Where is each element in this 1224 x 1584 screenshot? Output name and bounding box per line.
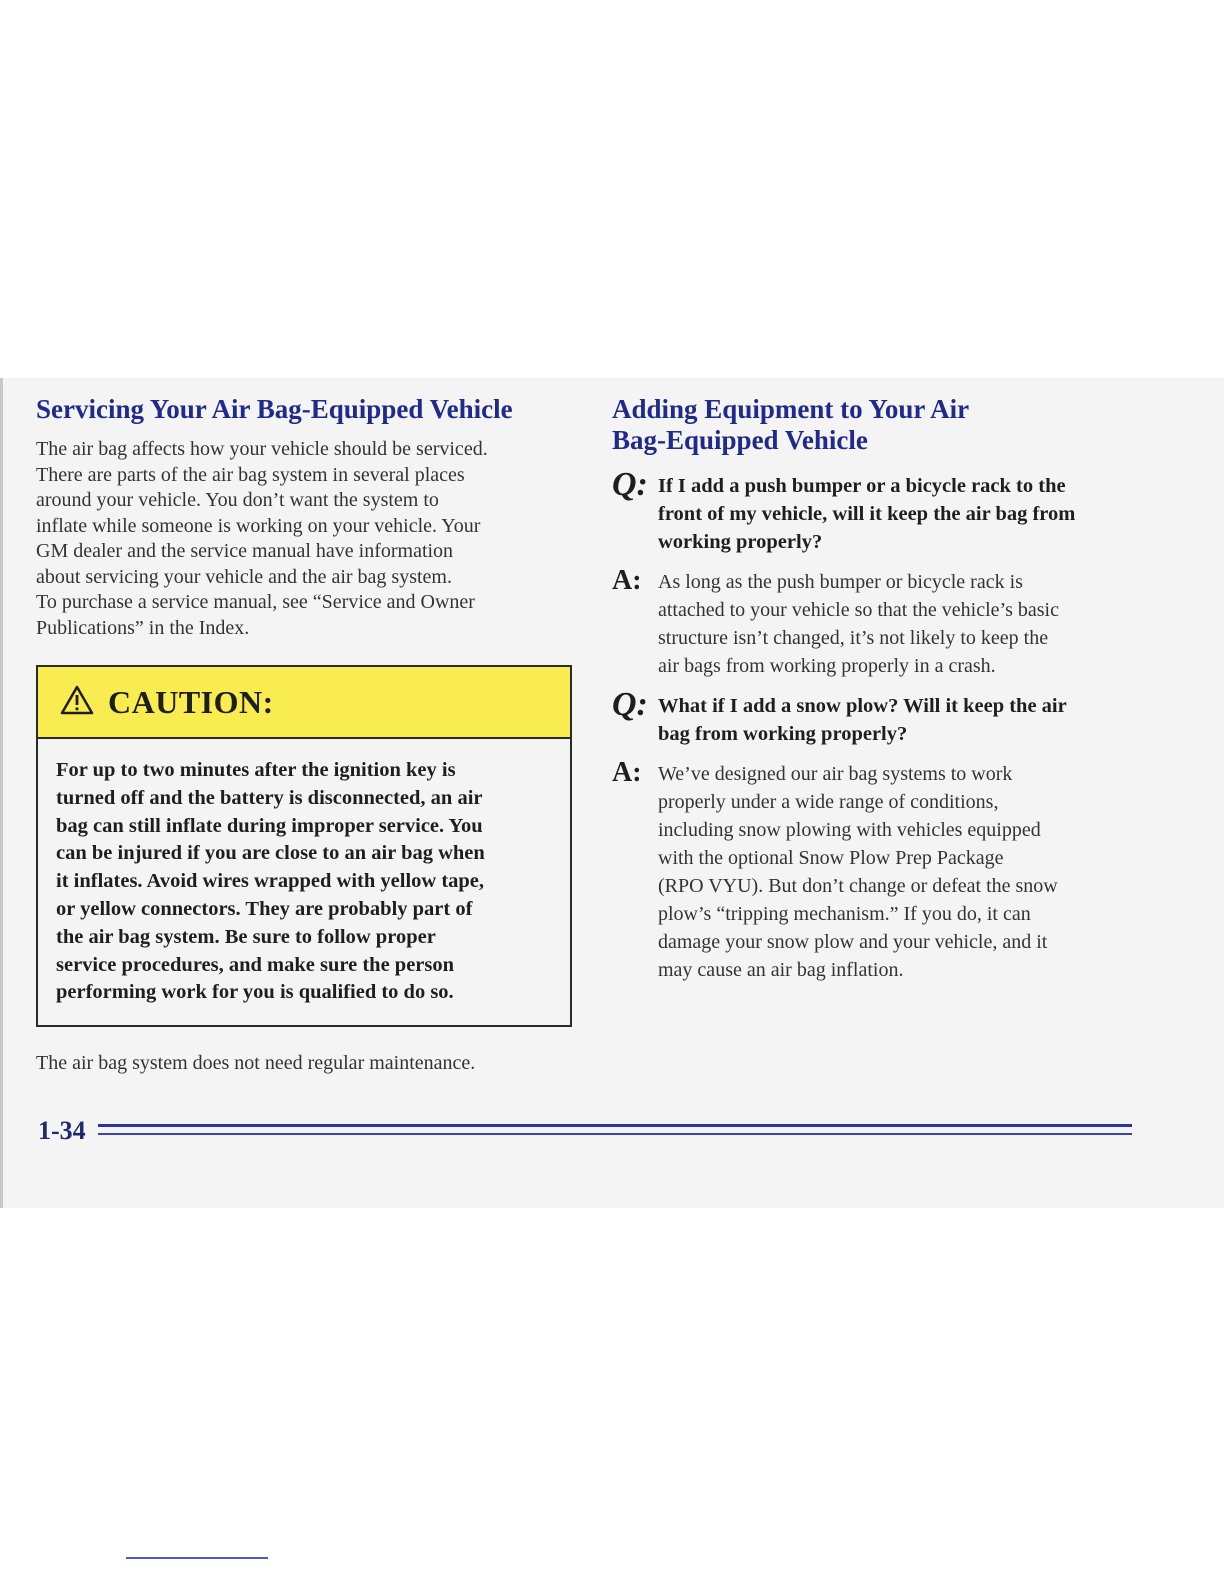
answer-line: plow’s “tripping mechanism.” If you do, it can — [658, 903, 1031, 925]
section-heading-servicing: Servicing Your Air Bag-Equipped Vehicle — [36, 394, 513, 424]
text-line: around your vehicle. You don’t want the system to — [36, 489, 439, 511]
caution-line: performing work for you is qualified to do so. — [56, 981, 454, 1004]
manual-page — [0, 378, 1224, 1208]
answer-2 — [612, 757, 1152, 984]
question-line: What if I add a snow plow? Will it keep the air — [658, 695, 1067, 717]
caution-header — [38, 667, 570, 739]
servicing-intro-paragraph — [36, 437, 576, 641]
caution-line: can be injured if you are close to an air bag when — [56, 842, 485, 865]
caution-line: For up to two minutes after the ignition key is — [56, 759, 456, 781]
left-column — [36, 394, 576, 1076]
answer-line: properly under a wide range of conditions, — [658, 791, 999, 813]
question-line: working properly? — [658, 531, 823, 553]
page-footer — [36, 1114, 1132, 1154]
text-line: GM dealer and the service manual have information — [36, 540, 454, 562]
question-line: bag from working properly? — [658, 723, 908, 745]
text-line: Publications” in the Index. — [36, 616, 250, 639]
answer-marker: A: — [612, 757, 642, 788]
section-heading-adding-equipment — [612, 394, 1152, 456]
answer-line: structure isn’t changed, it’s not likely to keep the — [658, 627, 1049, 649]
answer-line: including snow plowing with vehicles equipped — [658, 819, 1041, 841]
page-number: 1-34 — [38, 1116, 86, 1145]
answer-line: with the optional Snow Plow Prep Package — [658, 847, 1004, 869]
right-column — [612, 394, 1152, 984]
heading-line: Adding Equipment to Your Air — [612, 394, 970, 424]
answer-line: may cause an air bag inflation. — [658, 959, 904, 981]
question-marker: Q: — [612, 686, 648, 723]
caution-text — [38, 739, 570, 1025]
text-line: To purchase a service manual, see “Service and Owner — [36, 591, 475, 613]
text-line: inflate while someone is working on your vehicle. Your — [36, 514, 481, 537]
answer-1 — [612, 565, 1152, 680]
caution-line: turned off and the battery is disconnected, an air — [56, 786, 483, 809]
answer-line: We’ve designed our air bag systems to work — [658, 763, 1013, 785]
caution-line: it inflates. Avoid wires wrapped with yellow tape, — [56, 870, 485, 893]
answer-line: attached to your vehicle so that the vehicle’s basic — [658, 599, 1059, 621]
question-text — [658, 692, 1067, 748]
caution-line: bag can still inflate during improper service. You — [56, 814, 483, 837]
question-marker: Q: — [612, 466, 648, 503]
footer-rule — [98, 1124, 1132, 1127]
caution-line: the air bag system. Be sure to follow proper — [56, 925, 436, 948]
caution-line: or yellow connectors. They are probably part of — [56, 897, 473, 920]
answer-marker: A: — [612, 565, 642, 596]
question-line: front of my vehicle, will it keep the air bag from — [658, 503, 1076, 525]
answer-text — [658, 568, 1059, 680]
bottom-divider — [126, 1557, 268, 1559]
answer-line: (RPO VYU). But don’t change or defeat the snow — [658, 875, 1058, 897]
footer-rule-thin — [98, 1133, 1132, 1135]
question-1 — [612, 466, 1152, 556]
question-line: If I add a push bumper or a bicycle rack to the — [658, 475, 1066, 497]
maintenance-note: The air bag system does not need regular maintenance. — [36, 1052, 476, 1075]
caution-box — [36, 665, 572, 1027]
caution-line: service procedures, and make sure the person — [56, 953, 455, 976]
warning-triangle-icon — [60, 685, 94, 720]
page-edge — [0, 378, 3, 1208]
text-line: The air bag affects how your vehicle should be serviced. — [36, 438, 488, 460]
text-line: There are parts of the air bag system in several places — [36, 463, 465, 486]
question-2 — [612, 686, 1152, 748]
answer-line: damage your snow plow and your vehicle, and it — [658, 931, 1048, 953]
text-line: about servicing your vehicle and the air bag system. — [36, 565, 452, 588]
heading-line: Bag-Equipped Vehicle — [612, 425, 868, 455]
answer-line: air bags from working properly in a crash. — [658, 655, 996, 677]
answer-text — [658, 760, 1058, 984]
question-text — [658, 472, 1075, 556]
answer-line: As long as the push bumper or bicycle rack is — [658, 571, 1023, 593]
caution-title: CAUTION: — [108, 683, 274, 720]
